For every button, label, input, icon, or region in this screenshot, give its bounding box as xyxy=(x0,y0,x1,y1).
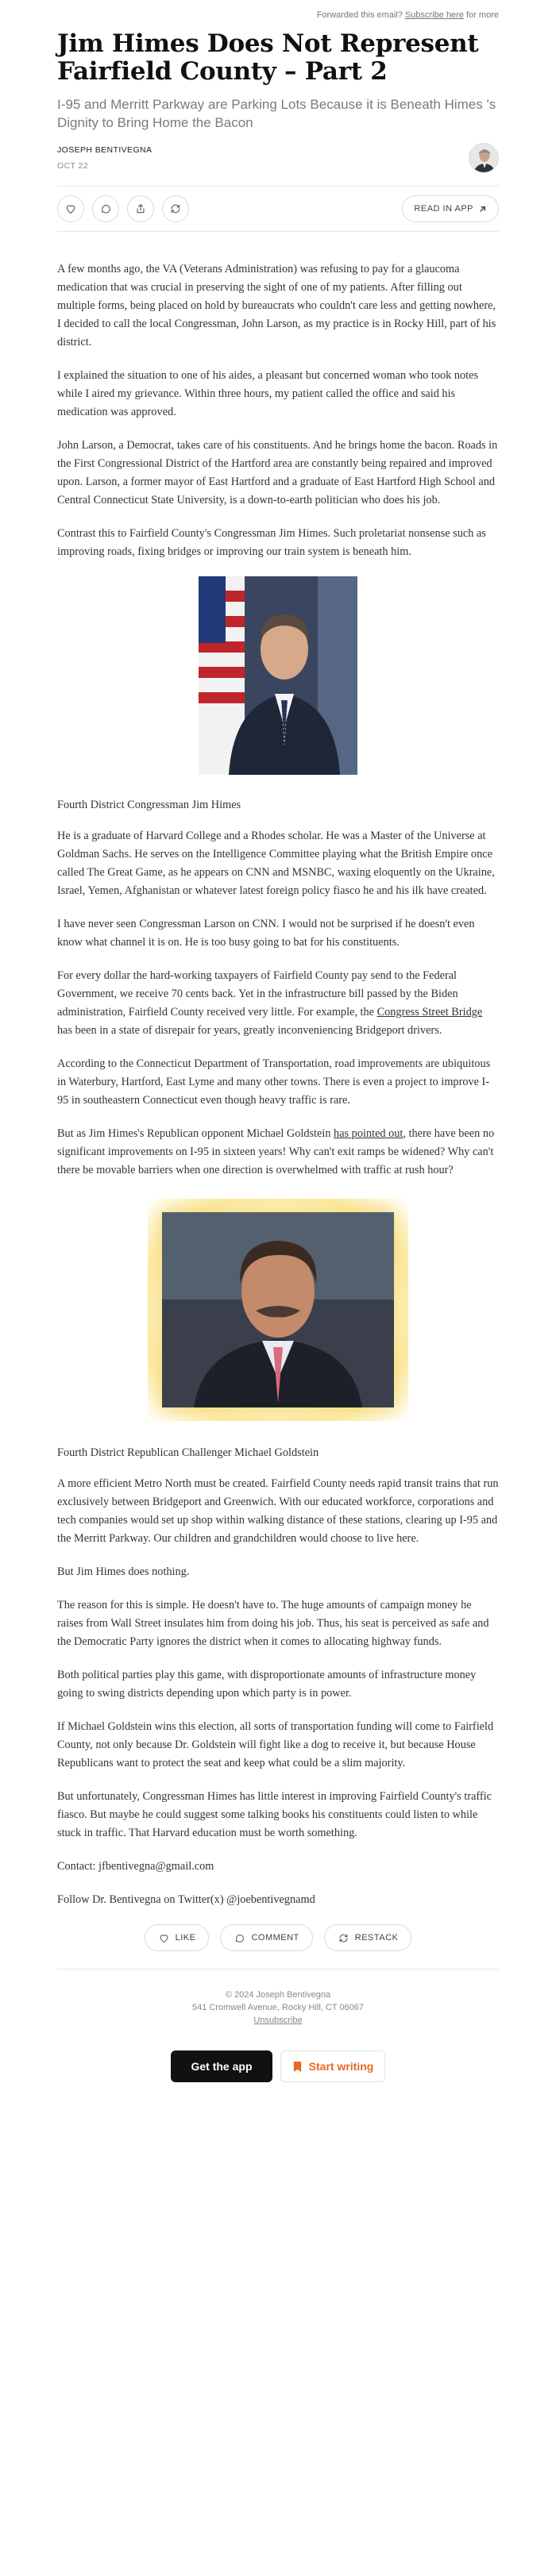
arrow-up-right-icon xyxy=(478,205,487,214)
bookmark-icon xyxy=(292,2062,303,2072)
paragraph-text: , there have been no significant improvements on I-95 in sixteen years! Why can't exit ramps be widened? Why can't there be movable barriers when one direction is overwhelmed with traffic at rush hour? xyxy=(57,1127,495,1176)
paragraph xyxy=(57,967,499,1040)
image-caption: Fourth District Republican Challenger Michael Goldstein xyxy=(57,1446,319,1459)
author-avatar[interactable] xyxy=(469,143,499,173)
share-icon xyxy=(134,202,147,215)
pointed-out-link[interactable]: has pointed out xyxy=(334,1127,403,1140)
like-button[interactable] xyxy=(57,195,84,222)
comment-button[interactable] xyxy=(92,195,119,222)
unsubscribe-link[interactable]: Unsubscribe xyxy=(253,2016,303,2025)
contact-line: Contact: jfbentivegna@gmail.com xyxy=(57,1860,214,1873)
paragraph: Both political parties play this game, with disproportionate amounts of infrastructure money going to swing districts depending upon which party is in power. xyxy=(57,1669,477,1700)
comment-icon xyxy=(234,1932,245,1944)
paragraph: I have never seen Congressman Larson on CNN. I would not be surprised if he doesn't even know what channel it is on. He is too busy going to bat for his constituents. xyxy=(57,918,475,949)
paragraph: A few months ago, the VA (Veterans Administration) was refusing to pay for a glaucoma medication that was crucial in preserving the sight of one of my patients. After filling out multiple forms, being placed on hold by bureaucrats who couldn't care less and getting nowhere, I decided to call the local Congressman, John Larson, as my practice is in Rocky Hill, part of his district. xyxy=(57,263,496,348)
restack-button[interactable] xyxy=(162,195,189,222)
paragraph: The reason for this is simple. He doesn't have to. The huge amounts of campaign money he raises from Wall Street insulates him from doing his job. Thus, his seat is perceived as safe and the Democratic Party ignores the district when it comes to allocating highway funds. xyxy=(57,1599,489,1648)
paragraph: Contrast this to Fairfield County's Congressman Jim Himes. Such proletariat nonsense such as improving roads, fixing bridges or improving our train system is beneath him. xyxy=(57,527,486,558)
author-name[interactable]: JOSEPH BENTIVEGNA xyxy=(57,145,153,155)
paragraph: If Michael Goldstein wins this election, all sorts of transportation funding will come to Fairfield County, not only because Dr. Goldstein will fight like a dog to receive it, but because House Republicans want to protect the seat and keep what could be a slim majority. xyxy=(57,1720,494,1769)
read-in-app-label: READ IN APP xyxy=(414,204,473,214)
subscribe-link[interactable]: Subscribe here xyxy=(404,10,464,20)
paragraph: But unfortunately, Congressman Himes has little interest in improving Fairfield County's traffic fiasco. But maybe he could suggest some talking books his constituents could listen to while stuck in traffic. That Harvard education must be worth something. xyxy=(57,1790,492,1839)
forward-prefix: Forwarded this email? xyxy=(316,10,403,20)
share-button[interactable] xyxy=(127,195,154,222)
heart-icon xyxy=(158,1932,170,1944)
paragraph-text: But as Jim Himes's Republican opponent Michael Goldstein xyxy=(57,1127,334,1140)
start-writing-button[interactable] xyxy=(280,2050,385,2082)
paragraph: A more efficient Metro North must be created. Fairfield County needs rapid transit trains that run exclusively between Bridgeport and Greenwich. With our educated workforce, corporations and tech companies would set up shop within walking distance of these stations, clearing up I-95 and the Merritt Parkway. Our children and grandchildren would choose to live here. xyxy=(57,1477,499,1545)
paragraph: John Larson, a Democrat, takes care of his constituents. And he brings home the bacon. Roads in the First Congressional District of the Hartford area are constantly being repaired and improved upon. Larson, a former mayor of East Hartford and a graduate of East Hartford High School and Central Connecticut State University, is a down-to-earth politician who does his job. xyxy=(57,439,498,506)
restack-label: RESTACK xyxy=(354,1933,399,1943)
himes-portrait-image[interactable] xyxy=(199,576,357,775)
post-subtitle: I-95 and Merritt Parkway are Parking Lots Because it is Beneath Himes 's Dignity to Bring Home the Bacon xyxy=(57,97,496,130)
forward-notice xyxy=(57,0,499,24)
action-bar xyxy=(57,186,499,232)
copyright: © 2024 Joseph Bentivegna xyxy=(225,1990,331,2000)
image-caption: Fourth District Congressman Jim Himes xyxy=(57,799,241,811)
post-body xyxy=(57,260,499,1909)
goldstein-portrait-frame xyxy=(148,1199,408,1421)
congress-street-bridge-link[interactable]: Congress Street Bridge xyxy=(376,1006,483,1018)
paragraph: According to the Connecticut Department of Transportation, road improvements are ubiquitous in Waterbury, Hartford, East Lyme and many other towns. There is even a project to improve I-95 in southeastern Connecticut even though heavy traffic is rare. xyxy=(57,1057,491,1107)
footer xyxy=(57,1989,499,2027)
footer-like-button[interactable] xyxy=(145,1924,210,1951)
comment-label: COMMENT xyxy=(251,1933,299,1943)
comment-icon xyxy=(99,202,112,215)
cta-row xyxy=(57,2050,499,2082)
forward-suffix: for more xyxy=(466,10,499,20)
paragraph: I explained the situation to one of his aides, a pleasant but concerned woman who took notes while I aired my grievance. Within three hours, my patient called the office and said his medication was approved. xyxy=(57,369,479,418)
heart-icon xyxy=(64,202,77,215)
post-date: OCT 22 xyxy=(57,161,88,171)
paragraph: But Jim Himes does nothing. xyxy=(57,1565,190,1578)
paragraph-text: has been in a state of disrepair for years, greatly inconveniencing Bridgeport drivers. xyxy=(57,1024,442,1037)
paragraph-text: For every dollar the hard-working taxpayers of Fairfield County pay send to the Federal Government, we receive 70 cents back. Yet in the infrastructure bill passed by the Biden administration, Fairfield County received very little. For example, the xyxy=(57,969,458,1018)
footer-restack-button[interactable] xyxy=(324,1924,412,1951)
footer-comment-button[interactable] xyxy=(220,1924,312,1951)
follow-line: Follow Dr. Bentivegna on Twitter(x) @joebentivegnamd xyxy=(57,1893,315,1906)
read-in-app-button[interactable] xyxy=(402,195,499,222)
byline xyxy=(57,143,499,173)
restack-icon xyxy=(338,1932,349,1944)
footer-actions xyxy=(57,1924,499,1970)
paragraph: He is a graduate of Harvard College and a Rhodes scholar. He was a Master of the Universe at Goldman Sachs. He serves on the Intelligence Committee playing what the British Empire once called The Great Game, as he appears on CNN and MSNBC, waxing eloquently on the Ukraine, Israel, Yemen, Afghanistan or whatever latest foreign policy fiasco he and his ilk have created. xyxy=(57,830,495,897)
address: 541 Cromwell Avenue, Rocky Hill, CT 06067 xyxy=(191,2003,365,2012)
like-label: LIKE xyxy=(175,1933,196,1943)
paragraph xyxy=(57,1125,499,1180)
get-the-app-button[interactable]: Get the app xyxy=(171,2050,272,2082)
goldstein-portrait-image[interactable] xyxy=(162,1212,394,1407)
start-writing-label: Start writing xyxy=(308,2060,374,2073)
restack-icon xyxy=(169,202,182,215)
post-title: Jim Himes Does Not Represent Fairfield County – Part 2 xyxy=(57,29,479,86)
